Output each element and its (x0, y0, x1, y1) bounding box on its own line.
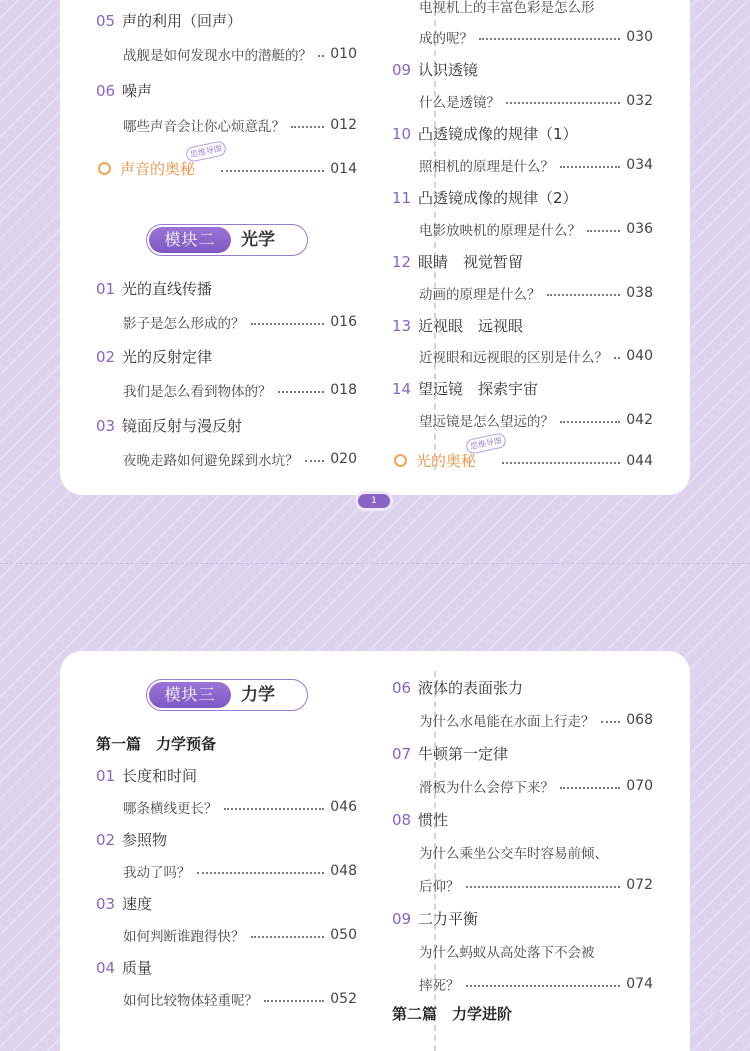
leader-dots (466, 985, 621, 987)
entry-title: 噪声 (122, 82, 153, 100)
page-number: 018 (330, 382, 357, 398)
mind-map-badge: 思维导图 (465, 432, 507, 455)
leader-dots (506, 102, 620, 104)
toc-subentry[interactable] (419, 410, 653, 430)
sound-secret-entry[interactable] (98, 143, 357, 179)
page-number: 070 (626, 778, 653, 794)
toc-entry-06[interactable] (392, 677, 523, 698)
module-header-mechanics (146, 679, 308, 711)
toc-entry-01[interactable] (96, 278, 212, 299)
subentry-question: 为什么蚂蚁从高处落下不会被 (419, 945, 595, 961)
page-number: 016 (330, 314, 357, 330)
leader-dots (587, 230, 620, 232)
entry-title: 质量 (122, 959, 153, 977)
entry-number: 06 (392, 678, 412, 697)
leader-dots (264, 1000, 324, 1002)
entry-title: 认识透镜 (418, 61, 479, 79)
entry-title: 二力平衡 (418, 910, 479, 928)
subentry-question: 影子是怎么形成的？ (123, 316, 245, 332)
subentry-question: 我动了吗？ (123, 865, 191, 881)
leader-dots (278, 391, 325, 393)
toc-subentry[interactable] (123, 797, 357, 817)
toc-entry-13[interactable] (392, 315, 523, 336)
entry-number: 01 (96, 766, 116, 785)
leader-dots (560, 166, 620, 168)
page-number: 042 (626, 412, 653, 428)
subentry-question: 电影放映机的原理是什么？ (419, 223, 581, 239)
leader-dots (291, 126, 324, 128)
leader-dots (560, 787, 620, 789)
page-number: 072 (626, 877, 653, 893)
page-number: 034 (626, 157, 653, 173)
subentry-question: 战舰是如何发现水中的潜艇的？ (123, 48, 312, 64)
toc-subentry[interactable] (419, 91, 653, 111)
page-number: 048 (330, 863, 357, 879)
toc-subentry[interactable] (123, 925, 357, 945)
entry-number: 01 (96, 279, 116, 298)
section-title: 第一篇 力学预备 (96, 735, 217, 753)
subentry-question: 哪些声音会让你心烦意乱？ (123, 119, 285, 135)
toc-subentry[interactable] (123, 44, 357, 64)
secret-label: 声音的奥秘 (120, 160, 196, 178)
toc-entry-02[interactable] (96, 346, 212, 367)
module-header-optics (146, 224, 308, 256)
toc-card-bottom (60, 651, 690, 1051)
leader-dots (305, 460, 325, 462)
entry-title: 牛顿第一定律 (418, 745, 509, 763)
page-number: 036 (626, 221, 653, 237)
subentry-question: 近视眼和远视眼的区别是什么？ (419, 350, 608, 366)
entry-number: 06 (96, 81, 116, 100)
subentry-question: 为什么乘坐公交车时容易前倾、 (419, 846, 608, 862)
entry-title: 望远镜 探索宇宙 (418, 380, 539, 398)
entry-title: 参照物 (122, 831, 168, 849)
subentry-question-cont: 后仰？ (419, 879, 460, 895)
leader-dots (466, 886, 621, 888)
subentry-question: 我们是怎么看到物体的？ (123, 384, 272, 400)
subentry-question: 照相机的原理是什么？ (419, 159, 554, 175)
toc-entry-06[interactable] (96, 80, 152, 101)
page-number: 030 (626, 29, 653, 45)
circle-bullet-icon (394, 454, 407, 467)
module-tag: 模块三 (149, 682, 231, 708)
page-number: 014 (330, 160, 357, 177)
page-number: 074 (626, 976, 653, 992)
page-number: 020 (330, 451, 357, 467)
entry-number: 09 (392, 60, 412, 79)
entry-number: 13 (392, 316, 412, 335)
subentry-question: 哪条横线更长？ (123, 801, 218, 817)
page-number: 012 (330, 117, 357, 133)
module-tag: 模块二 (149, 227, 231, 253)
page-number: 040 (626, 348, 653, 364)
subentry-question: 如何判断谁跑得快？ (123, 929, 245, 945)
leader-dots (251, 323, 325, 325)
toc-subentry[interactable] (419, 155, 653, 175)
entry-title: 长度和时间 (122, 767, 198, 785)
entry-number: 07 (392, 744, 412, 763)
entry-number: 03 (96, 416, 116, 435)
subentry-question: 成的呢？ (419, 31, 473, 47)
page-separator (0, 563, 750, 564)
toc-entry-09[interactable] (392, 908, 478, 929)
subentry-question: 望远镜是怎么望远的？ (419, 414, 554, 430)
entry-title: 速度 (122, 895, 153, 913)
toc-subentry[interactable] (419, 875, 653, 895)
leader-dots (224, 808, 325, 810)
leader-dots (197, 872, 325, 874)
module-name: 力学 (241, 685, 275, 705)
entry-title: 光的反射定律 (122, 348, 213, 366)
page-number: 044 (626, 452, 653, 469)
page-number: 038 (626, 285, 653, 301)
toc-entry-08[interactable] (392, 809, 448, 830)
entry-number: 14 (392, 379, 412, 398)
circle-bullet-icon (98, 162, 111, 175)
toc-subentry[interactable] (419, 776, 653, 796)
entry-title: 凸透镜成像的规律（1） (418, 125, 578, 143)
entry-number: 02 (96, 830, 116, 849)
page-number: 050 (330, 927, 357, 943)
toc-subentry[interactable] (419, 219, 653, 239)
subentry-question: 为什么水黾能在水面上行走？ (419, 714, 595, 730)
toc-entry-01[interactable] (96, 765, 197, 786)
toc-entry-03[interactable] (96, 893, 152, 914)
page-number: 010 (330, 46, 357, 62)
entry-number: 08 (392, 810, 412, 829)
page-indicator: 1 (358, 494, 390, 508)
toc-subentry[interactable] (123, 989, 357, 1009)
toc-subentry-wrap[interactable] (419, 842, 653, 862)
toc-subentry[interactable] (419, 27, 653, 47)
mind-map-badge: 思维导图 (185, 140, 227, 163)
toc-subentry-wrap[interactable] (419, 0, 653, 16)
toc-entry-12[interactable] (392, 251, 523, 272)
toc-subentry[interactable] (123, 380, 357, 400)
leader-dots (251, 936, 325, 938)
page-number: 052 (330, 991, 357, 1007)
entry-title: 凸透镜成像的规律（2） (418, 189, 578, 207)
toc-entry-11[interactable] (392, 187, 578, 208)
subentry-question: 动画的原理是什么？ (419, 287, 541, 303)
toc-entry-14[interactable] (392, 378, 538, 399)
toc-subentry[interactable] (123, 115, 357, 135)
page-number: 032 (626, 93, 653, 109)
subentry-question-cont: 摔死？ (419, 978, 460, 994)
page-number: 068 (626, 712, 653, 728)
entry-number: 03 (96, 894, 116, 913)
subentry-question: 夜晚走路如何避免踩到水坑？ (123, 453, 299, 469)
entry-title: 眼睛 视觉暂留 (418, 253, 524, 271)
toc-entry-04[interactable] (96, 957, 152, 978)
toc-entry-07[interactable] (392, 743, 508, 764)
toc-entry-05[interactable] (96, 10, 242, 31)
toc-subentry[interactable] (419, 974, 653, 994)
subentry-question: 滑板为什么会停下来？ (419, 780, 554, 796)
entry-number: 11 (392, 188, 412, 207)
entry-number: 05 (96, 11, 116, 30)
toc-subentry[interactable] (123, 861, 357, 881)
entry-title: 近视眼 远视眼 (418, 317, 524, 335)
toc-subentry-wrap[interactable] (419, 941, 653, 961)
toc-entry-03[interactable] (96, 415, 242, 436)
entry-number: 12 (392, 252, 412, 271)
entry-number: 09 (392, 909, 412, 928)
leader-dots (479, 38, 620, 40)
toc-entry-10[interactable] (392, 123, 578, 144)
entry-number: 10 (392, 124, 412, 143)
secret-label: 光的奥秘 (416, 452, 477, 470)
toc-entry-09[interactable] (392, 59, 478, 80)
section-title-partial: 第二篇 力学进阶 (392, 1005, 513, 1023)
subentry-question: 如何比较物体轻重呢？ (123, 993, 258, 1009)
leader-dots (318, 55, 324, 57)
toc-subentry[interactable] (419, 283, 653, 303)
leader-dots (502, 462, 620, 464)
leader-dots (614, 357, 620, 359)
entry-title: 惯性 (418, 811, 449, 829)
page-number: 046 (330, 799, 357, 815)
subentry-question: 什么是透镜？ (419, 95, 500, 111)
entry-title: 镜面反射与漫反射 (122, 417, 243, 435)
module-name: 光学 (241, 230, 275, 250)
toc-subentry[interactable] (419, 710, 653, 730)
toc-subentry[interactable] (419, 346, 653, 366)
leader-dots (601, 721, 621, 723)
toc-entry-02[interactable] (96, 829, 167, 850)
light-secret-entry[interactable] (394, 435, 653, 471)
entry-title: 光的直线传播 (122, 280, 213, 298)
entry-title: 液体的表面张力 (418, 679, 524, 697)
leader-dots (560, 421, 620, 423)
entry-number: 04 (96, 958, 116, 977)
leader-dots (547, 294, 621, 296)
toc-card-top (60, 0, 690, 495)
toc-subentry[interactable] (123, 449, 357, 469)
entry-title: 声的利用（回声） (122, 12, 243, 30)
toc-subentry[interactable] (123, 312, 357, 332)
subentry-question: 电视机上的丰富色彩是怎么形 (419, 0, 595, 16)
entry-number: 02 (96, 347, 116, 366)
leader-dots (221, 170, 324, 172)
